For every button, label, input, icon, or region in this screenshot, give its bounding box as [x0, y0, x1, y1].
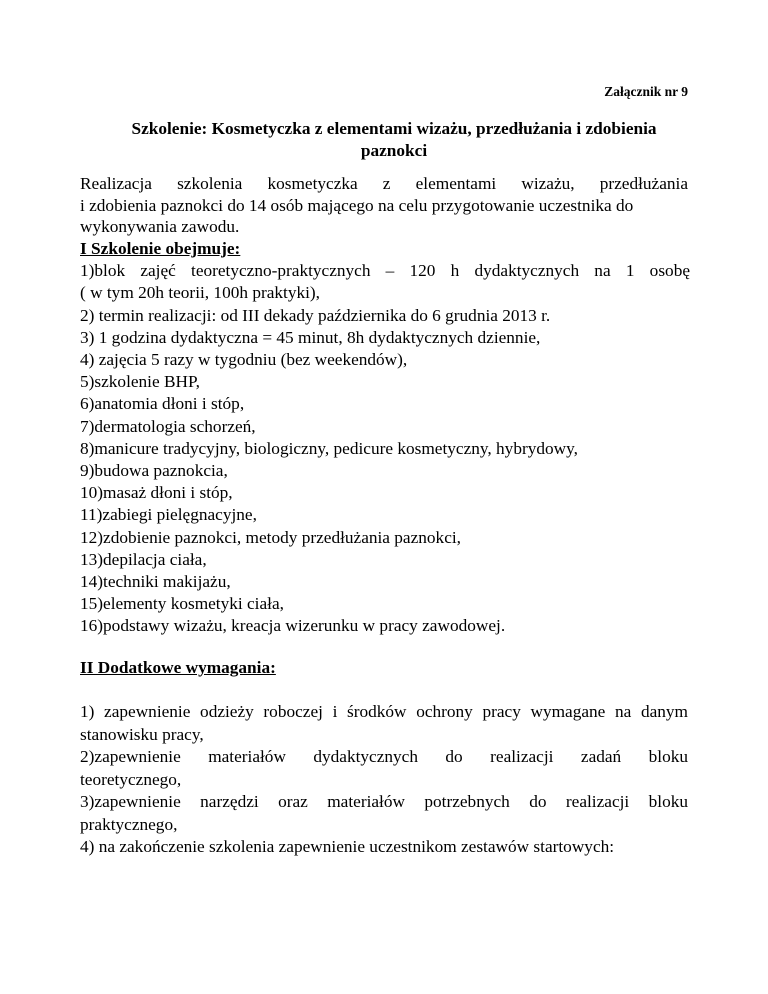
intro-line: Realizacja szkolenia kosmetyczka z elementami wizażu, przedłużania	[80, 174, 688, 193]
requirement-line: 3)zapewnienie narzędzi oraz materiałów potrzebnych do realizacji bloku	[80, 792, 688, 811]
annex-label: Załącznik nr 9	[604, 84, 688, 99]
requirement-line: 1) zapewnienie odzieży roboczej i środków ochrony pracy wymagane na danym	[80, 702, 688, 721]
list-item: 3) 1 godzina dydaktyczna = 45 minut, 8h dydaktycznych dziennie,	[80, 327, 541, 347]
list-item: 1)blok zajęć teoretyczno-praktycznych – 120 h dydaktycznych na 1 osobę	[80, 261, 690, 281]
list-item: 15)elementy kosmetyki ciała,	[80, 594, 284, 614]
list-item: ( w tym 20h teorii, 100h praktyki),	[80, 283, 320, 303]
document-title: Szkolenie: Kosmetyczka z elementami wizażu, przedłużania i zdobienia paznokci	[131, 119, 657, 160]
section-additional-requirements	[80, 701, 688, 859]
list-item: 5)szkolenie BHP,	[80, 372, 200, 392]
intro-line: wykonywania zawodu.	[80, 217, 240, 236]
list-item: 6)anatomia dłoni i stóp,	[80, 394, 245, 414]
intro-line: i zdobienia paznokci do 14 osób mającego na celu przygotowanie uczestnika do	[80, 195, 634, 215]
list-item: 7)dermatologia schorzeń,	[80, 416, 256, 436]
list-item: 2) termin realizacji: od III dekady października do 6 grudnia 2013 r.	[80, 305, 551, 325]
list-item: 9)budowa paznokcia,	[80, 461, 228, 481]
section-additional-requirements-heading-wrap	[80, 657, 276, 679]
requirement-line: stanowisku pracy,	[80, 724, 204, 744]
list-item: 16)podstawy wizażu, kreacja wizerunku w pracy zawodowej.	[80, 616, 506, 636]
section-2-heading: II Dodatkowe wymagania:	[80, 658, 276, 677]
requirement-line: praktycznego,	[80, 814, 178, 834]
list-item: 14)techniki makijażu,	[80, 572, 231, 592]
list-item: 12)zdobienie paznokci, metody przedłużania paznokci,	[80, 527, 461, 547]
requirement-line: 2)zapewnienie materiałów dydaktycznych do realizacji zadań bloku	[80, 747, 688, 766]
intro-paragraph	[80, 173, 688, 238]
section-1-heading: I Szkolenie obejmuje:	[80, 239, 241, 258]
list-item: 10)masaż dłoni i stóp,	[80, 483, 233, 503]
requirement-line: 4) na zakończenie szkolenia zapewnienie uczestnikom zestawów startowych:	[80, 837, 615, 856]
section-training-scope	[80, 238, 690, 638]
list-item: 8)manicure tradycyjny, biologiczny, pedicure kosmetyczny, hybrydowy,	[80, 438, 578, 458]
list-item: 11)zabiegi pielęgnacyjne,	[80, 505, 257, 525]
list-item: 13)depilacja ciała,	[80, 549, 207, 569]
requirement-line: teoretycznego,	[80, 769, 182, 789]
list-item: 4) zajęcia 5 razy w tygodniu (bez weekendów),	[80, 350, 408, 370]
